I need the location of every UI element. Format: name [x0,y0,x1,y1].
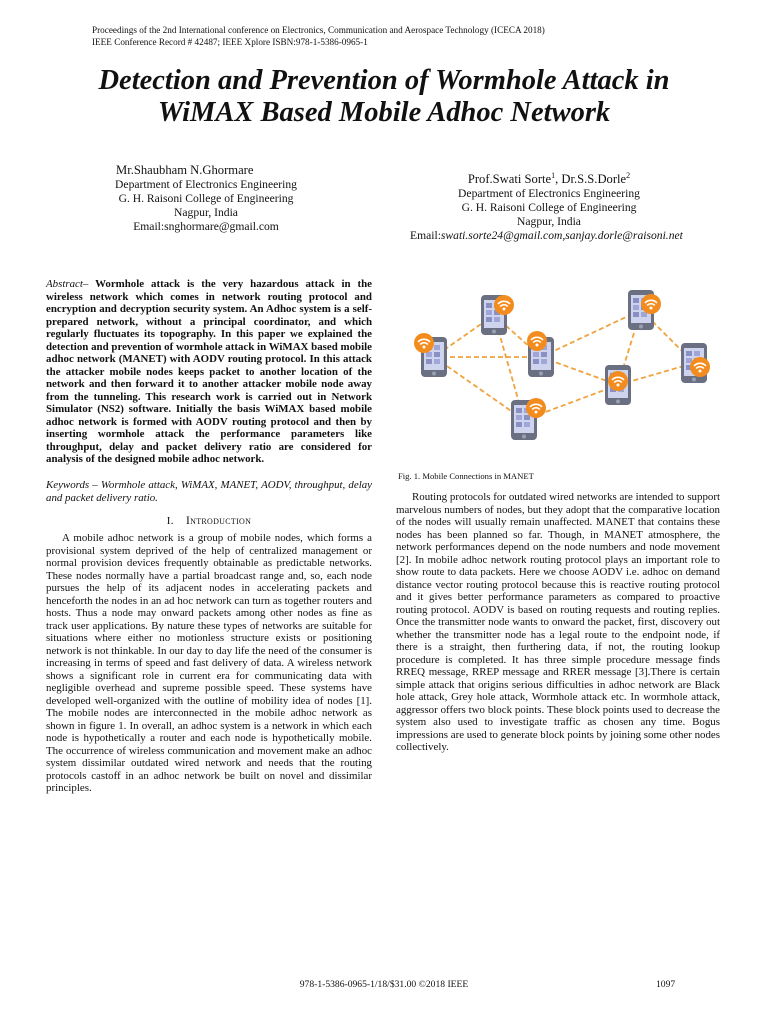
keywords: Keywords – Wormhole attack, WiMAX, MANET, AODV, throughput, delay and packet delivery ratio. [46,479,372,504]
abstract-lead: Abstract– [46,278,89,290]
header-line-1: Proceedings of the 2nd International conference on Electronics, Communication and Aerospace Technology (ICECA 2018) [92,25,545,35]
author-city-right: Nagpur, India [517,215,581,229]
author-names-right [424,168,674,187]
figure-manet [396,275,720,450]
author-name-1: Prof.Swati Sorte [467,172,552,187]
author-block-right [410,168,683,243]
section-title: Introduction [186,515,252,527]
link-lines [434,310,694,420]
section-number: I. [166,515,174,527]
author-sup-2: 2 [626,171,631,180]
author-dept-right: Department of Electronics Engineering [458,187,640,201]
author-dept-left: Department of Electronics Engineering [115,178,297,191]
intro-paragraph: A mobile adhoc network is a group of mobile nodes, which forms a provisional system deprived of the help of centralized management or normal provision devices frequently obtainable as predictable networks. These nodes normally have a partial broadcast range and, so, each node pursues the help of its adjacent nodes in accelerating packets and henceforth the nodes in an ad hoc network can turn as together routers and hosts. Thus a node may onward packets among other nodes as fine as track user applications. By nature these types of networks are suitable for situations where either no motionless structure exists or positioning network is not thinkable. In our day to day life the need of the consumer is increasing in terms of speed and fast delivery of data. A wireless network shows a significant role in current era for communicating data with negligible overhead and supreme possible speed. These systems have developed well-organized with the outline of mobility idea of nodes [1]. The mobile nodes are interconnected in the mobile adhoc network as shown in figure 1. In overall, an adhoc system is a network in which each node is hypothetically a router and each node is hypothetically mobile. The occurrence of wireless communication and movement make an adhoc system dissimilar outdated wired network and needs that the routing protocols castoff in an adhoc network be built on novel and dissimilar principles. [46,532,372,794]
author-block-left [96,162,316,234]
author-name-left: Mr.Shaubham N.Ghormare [116,163,254,177]
footer-copyright: 978-1-5386-0965-1/18/$31.00 ©2018 IEEE [299,979,469,990]
header-line-2: IEEE Conference Record # 42487; IEEE Xplore ISBN:978-1-5386-0965-1 [92,37,368,47]
mobile-node [605,365,631,405]
abstract [46,278,372,466]
mobile-node [527,331,554,377]
page-number: 1097 [656,979,676,990]
mobile-node [511,398,546,440]
author-email-right-line [410,229,683,243]
proceedings-header [92,24,545,48]
author-name-separator: , [555,172,562,187]
mobile-node [681,343,710,383]
author-college-right: G. H. Raisoni College of Engineering [461,201,637,215]
author-city-left: Nagpur, India [174,206,238,219]
right-column-body [396,491,720,754]
manet-diagram [396,275,720,450]
author-sup-1: 1 [551,171,556,180]
title-line-1: Detection and Prevention of Wormhole Attack in [98,65,670,96]
figure-caption: Fig. 1. Mobile Connections in MANET [398,471,534,481]
author-name-2: Dr.S.S.Dorle [561,172,627,187]
author-email-right: swati.sorte24@gmail.com,sanjay.dorle@raisoni.net [440,229,683,243]
author-email-left: Email:snghormare@gmail.com [133,220,279,233]
abstract-text: Wormhole attack is the very hazardous attack in the wireless network which comes in network routing protocol and encryption and decryption security system. An Adhoc system is a self-prepared network, without a principal coordinator, and which regularly fluctuates its topography. In this paper we explained the detection and prevention of wormhole attack in WiMAX based mobile adhoc network (MANET) with AODV routing protocol. In this attack the attacker mobile nodes keeps packet to another location of the network and then forward it to another attacker mobile node away from the tunneling. This research work is carried out in Network Simulator (NS2) software. Initially the basis WiMAX based mobile adhoc network is formed with AODV routing protocol and then by inserting wormhole attack the performance parameters like throughput, delay and packet delivery ratio are considered for analysis of the designed mobile adhoc network. [46,278,372,465]
author-college-left: G. H. Raisoni College of Engineering [118,192,294,205]
title-line-2: WiMAX Based Mobile Adhoc Network [157,97,611,128]
section-heading-introduction [46,515,372,527]
email-prefix: Email: [410,229,441,243]
paper-title [0,65,768,129]
introduction-body [46,532,372,795]
right-paragraph: Routing protocols for outdated wired networks are intended to support marvelous numbers of nodes, but they adopt that the comparative location of the nodes will usually remain unaffected. MANET that contains these nodes has been planned so far. Though, in MANET atmosphere, the network performances depend on the node numbers and node movement [2]. In mobile adhoc network routing protocol plays an important role to show route to data packets. Here we choose AODV i.e. adhoc on demand distance vector routing protocol because this is reactive routing protocol and it gives better performance parameters as compared to proactive routing protocol. AODV is based on routing requests and routing replies. Once the transmitter node wants to onward the packet, first, discovery out whether the transmitter node has a legal route to the endpoint node, if there is a straight, then furthering data, if not, the routing lookup procedure is completed. It has three simple procedure message finds RREQ message, RREP message and RRER message [3].There is certain simple attack that origins serious difficulties in adhoc network are Black hole attack, Grey hole attack, Wormhole attack etc. In wormhole attack, aggressor offers two block points. These block points used to decrease the system also used to investigate traffic as chosen any time. Bogus impressions are used to generate block points by joining some other nodes collectively. [396,491,720,753]
mobile-node [414,333,447,377]
